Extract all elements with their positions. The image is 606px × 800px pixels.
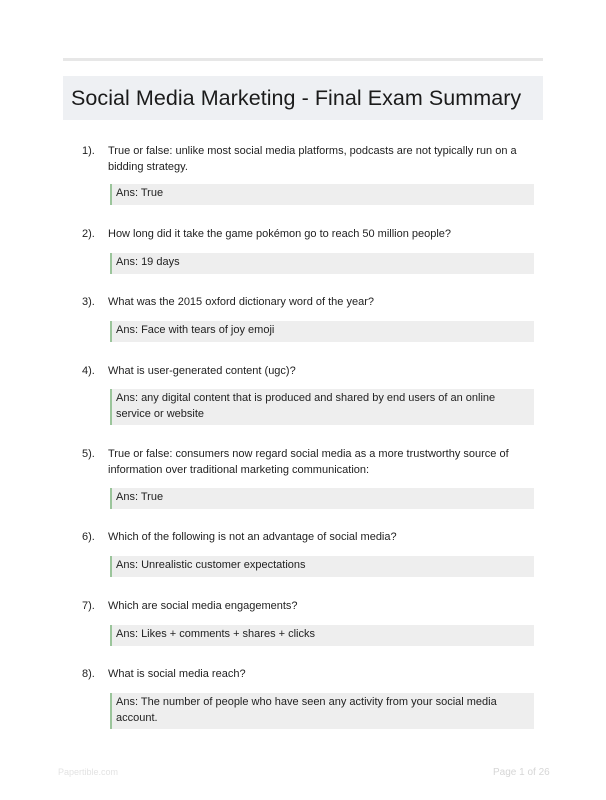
answer-box-5: Ans: True <box>110 488 534 509</box>
question-text: True or false: consumers now regard social media as a more trustworthy source of information over traditional marketing communication: <box>108 448 509 476</box>
question-number: 1). <box>82 145 95 157</box>
answer-box-8: Ans: The number of people who have seen any activity from your social media account. <box>110 693 534 729</box>
question-number: 4). <box>82 365 95 377</box>
page-title: Social Media Marketing - Final Exam Summary <box>71 85 522 110</box>
top-divider <box>63 58 543 61</box>
question-text: What was the 2015 oxford dictionary word of the year? <box>108 296 374 308</box>
answer-box-2: Ans: 19 days <box>110 253 534 274</box>
question-text: What is user-generated content (ugc)? <box>108 365 296 377</box>
question-text: Which are social media engagements? <box>108 600 298 612</box>
answer-box-1: Ans: True <box>110 184 534 205</box>
question-number: 6). <box>82 531 95 543</box>
footer-brand: Papertible.com <box>58 767 119 777</box>
question-number: 7). <box>82 600 95 612</box>
title-banner <box>63 76 543 120</box>
answer-box-7: Ans: Likes + comments + shares + clicks <box>110 625 534 646</box>
answer-box-6: Ans: Unrealistic customer expectations <box>110 556 534 577</box>
question-number: 5). <box>82 448 95 460</box>
question-number: 8). <box>82 668 95 680</box>
question-text: Which of the following is not an advantage of social media? <box>108 531 397 543</box>
question-text: What is social media reach? <box>108 668 246 680</box>
question-text: How long did it take the game pokémon go to reach 50 million people? <box>108 228 452 240</box>
answer-box-4: Ans: any digital content that is produced and shared by end users of an online service or website <box>110 389 534 425</box>
question-number: 2). <box>82 228 95 240</box>
question-number: 3). <box>82 296 95 308</box>
question-text: True or false: unlike most social media platforms, podcasts are not typically run on a bidding strategy. <box>108 145 517 173</box>
answer-box-3: Ans: Face with tears of joy emoji <box>110 321 534 342</box>
page-number: Page 1 of 26 <box>493 767 550 778</box>
